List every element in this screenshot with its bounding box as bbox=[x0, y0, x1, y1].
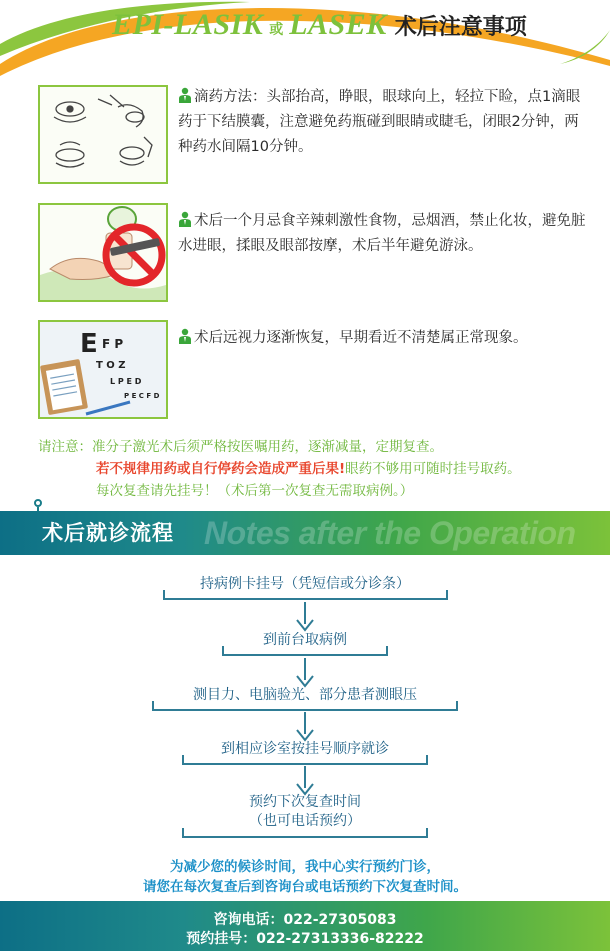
notes-line-1 bbox=[38, 436, 598, 458]
instruction-text bbox=[178, 203, 588, 302]
flow-note-line-2: 请您在每次复查后到咨询台或电话预约下次复查时间。 bbox=[143, 879, 467, 895]
instruction-text-1: 滴药方法：头部抬高，睁眼，眼球向上，轻拉下睑，点1滴眼药于下结膜囊，注意避免药瓶碰到眼睛或睫毛，闭眼2分钟，两种药水间隔10分钟。 bbox=[178, 89, 581, 155]
flow-note-line-1: 为减少您的候诊时间，我中心实行预约门诊， bbox=[170, 859, 440, 875]
person-bullet-icon bbox=[178, 211, 192, 227]
svg-text:F P: F P bbox=[102, 337, 124, 351]
instruction-item-diet bbox=[38, 203, 588, 302]
person-bullet-icon bbox=[178, 328, 192, 344]
contact-footer bbox=[0, 901, 610, 951]
instruction-text bbox=[178, 320, 588, 419]
flow-bracket-4 bbox=[182, 755, 428, 765]
flow-step-2: 到前台取病例 bbox=[263, 632, 347, 648]
notes-line-3: 每次复查请先挂号！（术后第一次复查无需取病例。） bbox=[96, 483, 414, 499]
flow-step-5: 预约下次复查时间 bbox=[249, 794, 361, 810]
page-title bbox=[112, 8, 527, 42]
flow-bracket-3 bbox=[152, 701, 458, 711]
svg-text:L P E D: L P E D bbox=[110, 377, 142, 386]
notes-medication: 准分子激光术后须严格按医嘱用药，逐渐减量，定期复查。 bbox=[92, 439, 443, 455]
flow-arrow-1 bbox=[290, 602, 320, 632]
instruction-item-vision bbox=[38, 320, 588, 419]
flow-bracket-2 bbox=[222, 646, 388, 656]
notes-refill: 眼药不够用可随时挂号取药。 bbox=[345, 461, 521, 477]
title-or: 或 bbox=[269, 22, 284, 38]
instruction-text bbox=[178, 85, 588, 184]
flow-step-1: 持病例卡挂号（凭短信或分诊条） bbox=[200, 576, 410, 592]
person-bullet-icon bbox=[178, 87, 192, 103]
svg-text:T O Z: T O Z bbox=[96, 360, 126, 371]
no-makeup-illustration bbox=[38, 203, 168, 302]
flow-arrow-2 bbox=[290, 658, 320, 688]
eyedrop-illustration bbox=[38, 85, 168, 184]
attention-notes bbox=[38, 436, 598, 502]
notes-line-2 bbox=[38, 458, 598, 480]
flow-bracket-1 bbox=[163, 590, 448, 600]
flow-step-5-note: （也可电话预约） bbox=[249, 813, 361, 829]
eye-chart-illustration bbox=[38, 320, 168, 419]
instruction-item-eyedrops bbox=[38, 85, 588, 184]
svg-text:P E C F D: P E C F D bbox=[124, 392, 160, 400]
notes-warning: 若不规律用药或自行停药会造成严重后果! bbox=[96, 461, 346, 477]
flow-arrow-3 bbox=[290, 712, 320, 742]
title-epi-lasik: EPI-LASIK bbox=[112, 8, 264, 41]
notes-prefix: 请注意： bbox=[38, 439, 92, 455]
instruction-text-2: 术后一个月忌食辛辣刺激性食物，忌烟酒，禁止化妆，避免脏水进眼，揉眼及眼部按摩，术后半年避免游泳。 bbox=[178, 213, 586, 254]
title-chinese: 术后注意事项 bbox=[394, 15, 527, 40]
section-banner bbox=[0, 503, 610, 563]
title-lasek: LASEK bbox=[289, 8, 387, 41]
flow-bracket-5 bbox=[182, 828, 428, 838]
booking-phone: 预约挂号：022-27313336-82222 bbox=[186, 931, 424, 947]
consult-phone: 咨询电话：022-27305083 bbox=[213, 912, 397, 928]
banner-subtitle-en: Notes after the Operation bbox=[204, 515, 576, 551]
flow-step-3: 测目力、电脑验光、部分患者测眼压 bbox=[193, 687, 417, 703]
banner-dot bbox=[34, 499, 42, 507]
banner-title: 术后就诊流程 bbox=[42, 521, 174, 545]
svg-text:E: E bbox=[80, 329, 98, 359]
flow-step-4: 到相应诊室按挂号顺序就诊 bbox=[221, 741, 389, 757]
instruction-text-3: 术后远视力逐渐恢复，早期看近不清楚属正常现象。 bbox=[194, 330, 528, 346]
